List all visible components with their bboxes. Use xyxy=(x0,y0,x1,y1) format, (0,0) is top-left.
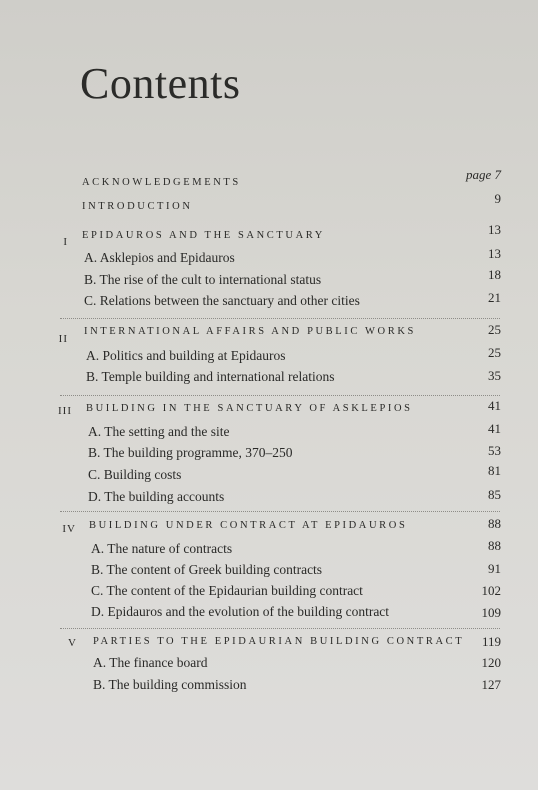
chapter-title: BUILDING IN THE SANCTUARY OF ASKLEPIOS xyxy=(86,403,413,414)
section-page: 35 xyxy=(488,368,501,383)
toc-page-introduction: 9 xyxy=(494,191,501,206)
chapter-numeral: V xyxy=(68,637,77,649)
chapter-title: PARTIES TO THE EPIDAURIAN BUILDING CONTRACT xyxy=(93,636,465,647)
chapter-page: 25 xyxy=(488,322,501,337)
section-entry: B. The content of Greek building contracts xyxy=(91,562,323,577)
section-entry: C. Relations between the sanctuary and other cities xyxy=(84,293,360,308)
section-divider xyxy=(60,511,500,512)
section-page: 102 xyxy=(481,583,501,598)
section-page: 127 xyxy=(481,677,501,692)
section-entry: A. The finance board xyxy=(93,655,208,670)
section-page: 109 xyxy=(481,605,501,620)
section-entry: C. The content of the Epidaurian building contract xyxy=(91,583,363,598)
section-entry: D. Epidauros and the evolution of the building contract xyxy=(91,604,390,619)
section-entry: B. The building commission xyxy=(93,677,247,692)
chapter-page: 13 xyxy=(488,222,501,237)
toc-entry-introduction: INTRODUCTION xyxy=(82,201,193,212)
chapter-title: INTERNATIONAL AFFAIRS AND PUBLIC WORKS xyxy=(84,326,416,337)
section-divider xyxy=(60,395,500,396)
section-page: 88 xyxy=(488,538,501,553)
section-page: 41 xyxy=(488,421,501,436)
section-page: 91 xyxy=(488,561,501,576)
section-divider xyxy=(60,318,500,319)
chapter-numeral: I xyxy=(63,236,68,248)
section-page: 25 xyxy=(488,345,501,360)
section-entry: D. The building accounts xyxy=(88,489,225,504)
section-page: 81 xyxy=(488,463,501,478)
section-entry: A. The setting and the site xyxy=(88,424,230,439)
chapter-title: BUILDING UNDER CONTRACT AT EPIDAUROS xyxy=(89,520,408,531)
section-entry: A. Politics and building at Epidauros xyxy=(86,348,286,363)
chapter-numeral: III xyxy=(58,405,72,417)
page-title: Contents xyxy=(80,59,241,108)
section-page: 85 xyxy=(488,487,501,502)
chapter-numeral: II xyxy=(58,333,68,345)
section-entry: A. The nature of contracts xyxy=(91,541,233,556)
section-entry: C. Building costs xyxy=(88,467,182,482)
chapter-page: 119 xyxy=(481,634,501,649)
chapter-page: 41 xyxy=(488,398,501,413)
section-entry: B. The building programme, 370–250 xyxy=(88,445,293,460)
section-entry: A. Asklepios and Epidauros xyxy=(84,250,235,265)
toc-page-acknowledgements: page 7 xyxy=(465,167,501,182)
chapter-numeral: IV xyxy=(62,523,76,535)
section-page: 18 xyxy=(488,267,501,282)
section-page: 13 xyxy=(488,246,501,261)
section-page: 21 xyxy=(488,290,501,305)
chapter-page: 88 xyxy=(488,516,501,531)
section-entry: B. Temple building and international relations xyxy=(86,369,335,384)
toc-entry-acknowledgements: ACKNOWLEDGEMENTS xyxy=(82,177,241,188)
section-divider xyxy=(60,628,500,629)
section-entry: B. The rise of the cult to international status xyxy=(84,272,322,287)
section-page: 120 xyxy=(481,655,501,670)
chapter-title: EPIDAUROS AND THE SANCTUARY xyxy=(82,230,325,241)
section-page: 53 xyxy=(488,443,501,458)
